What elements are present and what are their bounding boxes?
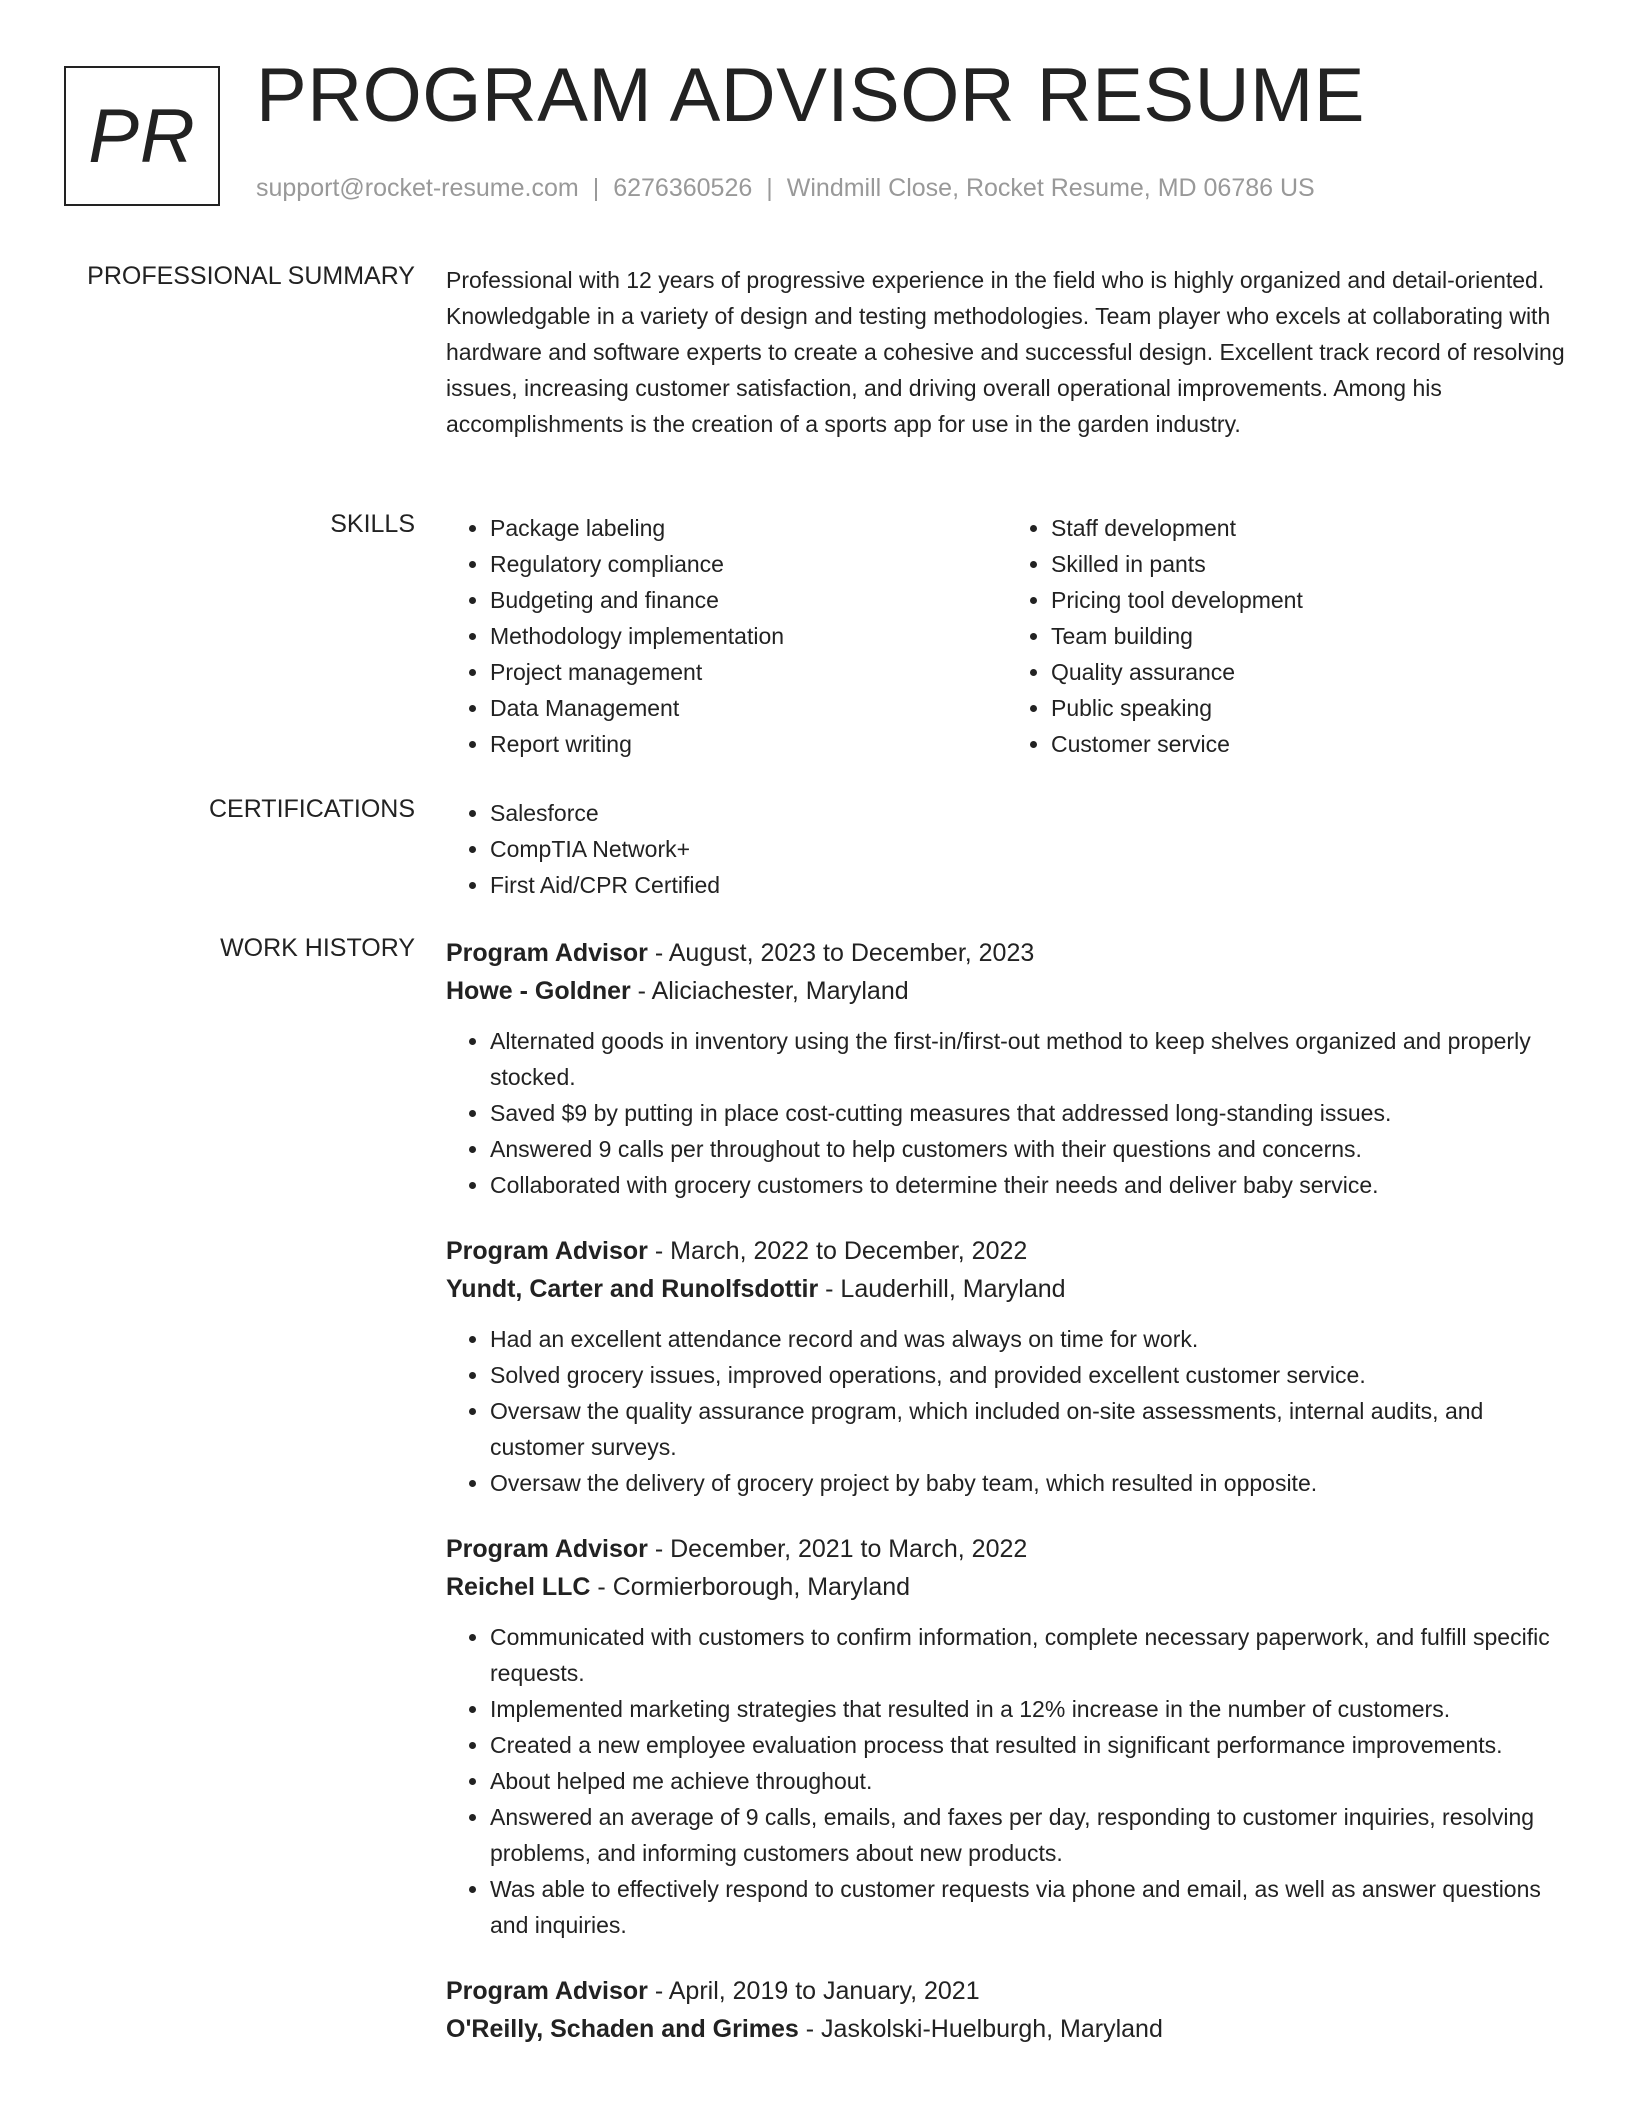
job-bullets xyxy=(446,1619,1568,1943)
job-bullet: • Oversaw the delivery of grocery project by baby team, which resulted in opposite. xyxy=(490,1465,1568,1501)
skill-item: • Team building xyxy=(1051,618,1568,654)
job-entry xyxy=(446,1232,1568,1501)
skill-item: • Quality assurance xyxy=(1051,654,1568,690)
skill-item: • Methodology implementation xyxy=(490,618,1007,654)
job-title: Program Advisor xyxy=(446,939,648,967)
job-location: - Lauderhill, Maryland xyxy=(818,1275,1066,1303)
job-bullets xyxy=(446,1023,1568,1203)
job-dates: - April, 2019 to January, 2021 xyxy=(647,1977,980,2005)
job-bullet: • Solved grocery issues, improved operations, and provided excellent customer service. xyxy=(490,1357,1568,1393)
contact-line xyxy=(256,174,1315,203)
contact-email[interactable]: support@rocket-resume.com xyxy=(256,174,579,202)
skill-item: • Package labeling xyxy=(490,510,1007,546)
skills-label: SKILLS xyxy=(330,510,415,538)
job-company: O'Reilly, Schaden and Grimes xyxy=(446,2015,799,2043)
skill-item: • Pricing tool development xyxy=(1051,582,1568,618)
job-title-line xyxy=(446,934,1568,972)
job-dates: - March, 2022 to December, 2022 xyxy=(647,1237,1028,1265)
skills-list-right xyxy=(1007,510,1568,762)
job-entry xyxy=(446,1530,1568,1943)
page-title: PROGRAM ADVISOR RESUME xyxy=(256,53,1365,138)
job-bullet: • Saved $9 by putting in place cost-cutting measures that addressed long-standing issues. xyxy=(490,1095,1568,1131)
job-bullet: • Alternated goods in inventory using the first-in/first-out method to keep shelves organized and properly stocked. xyxy=(490,1023,1568,1095)
job-company-line xyxy=(446,2010,1568,2048)
certification-item: • First Aid/CPR Certified xyxy=(490,867,1568,903)
job-title: Program Advisor xyxy=(446,1237,648,1265)
job-bullet: • Created a new employee evaluation process that resulted in significant performance improvements. xyxy=(490,1727,1568,1763)
job-bullet: • Answered 9 calls per throughout to help customers with their questions and concerns. xyxy=(490,1131,1568,1167)
job-dates: - August, 2023 to December, 2023 xyxy=(647,939,1035,967)
skill-item: • Staff development xyxy=(1051,510,1568,546)
job-bullet: • Communicated with customers to confirm information, complete necessary paperwork, and fulfill specific requests. xyxy=(490,1619,1568,1691)
job-company-line xyxy=(446,1568,1568,1606)
job-bullet: • About helped me achieve throughout. xyxy=(490,1763,1568,1799)
job-bullet: • Answered an average of 9 calls, emails, and faxes per day, responding to customer inquiries, resolving problems, and informing customers about new products. xyxy=(490,1799,1568,1871)
certifications-content xyxy=(446,795,1568,903)
contact-address: Windmill Close, Rocket Resume, MD 06786 US xyxy=(786,174,1315,202)
skill-item: • Regulatory compliance xyxy=(490,546,1007,582)
job-title: Program Advisor xyxy=(446,1977,648,2005)
work-history-label: WORK HISTORY xyxy=(220,934,415,962)
skill-item: • Project management xyxy=(490,654,1007,690)
certification-item: • Salesforce xyxy=(490,795,1568,831)
job-bullet: • Collaborated with grocery customers to determine their needs and deliver baby service. xyxy=(490,1167,1568,1203)
skills-content xyxy=(446,510,1568,762)
job-company: Howe - Goldner xyxy=(446,977,631,1005)
job-location: - Cormierborough, Maryland xyxy=(590,1573,911,1601)
certification-item: • CompTIA Network+ xyxy=(490,831,1568,867)
contact-separator: | xyxy=(766,174,773,202)
contact-separator: | xyxy=(592,174,600,202)
job-title: Program Advisor xyxy=(446,1535,648,1563)
job-bullet: • Implemented marketing strategies that resulted in a 12% increase in the number of customers. xyxy=(490,1691,1568,1727)
skill-item: • Public speaking xyxy=(1051,690,1568,726)
job-dates: - December, 2021 to March, 2022 xyxy=(647,1535,1028,1563)
job-bullet: • Was able to effectively respond to customer requests via phone and email, as well as answer questions and inquiries. xyxy=(490,1871,1568,1943)
job-bullet: • Oversaw the quality assurance program, which included on-site assessments, internal audits, and customer surveys. xyxy=(490,1393,1568,1465)
contact-phone[interactable]: 6276360526 xyxy=(613,174,753,202)
job-title-line xyxy=(446,1972,1568,2010)
job-entry xyxy=(446,1972,1568,2048)
job-company: Reichel LLC xyxy=(446,1573,591,1601)
summary-label: PROFESSIONAL SUMMARY xyxy=(87,262,415,290)
skills-list-left xyxy=(446,510,1007,762)
skill-item: • Report writing xyxy=(490,726,1007,762)
job-location: - Jaskolski-Huelburgh, Maryland xyxy=(798,2015,1163,2043)
work-history-content xyxy=(446,934,1568,2077)
skill-item: • Data Management xyxy=(490,690,1007,726)
skill-item: • Customer service xyxy=(1051,726,1568,762)
job-company-line xyxy=(446,1270,1568,1308)
skill-item: • Budgeting and finance xyxy=(490,582,1007,618)
job-title-line xyxy=(446,1530,1568,1568)
job-location: - Aliciachester, Maryland xyxy=(630,977,909,1005)
job-bullets xyxy=(446,1321,1568,1501)
certifications-list xyxy=(446,795,1568,903)
monogram-logo: PR xyxy=(64,66,220,206)
summary-text: Professional with 12 years of progressive experience in the field who is highly organized and detail-oriented. Knowledgable in a variety of design and testing methodologies. Team player who excels at collaborating with hardware and software experts to create a cohesive and successful design. Excellent track record of resolving issues, increasing customer satisfaction, and driving overall operational improvements. Among his accomplishments is the creation of a sports app for use in the garden industry. xyxy=(446,267,1565,437)
skill-item: • Skilled in pants xyxy=(1051,546,1568,582)
job-entry xyxy=(446,934,1568,1203)
job-company: Yundt, Carter and Runolfsdottir xyxy=(446,1275,819,1303)
job-company-line xyxy=(446,972,1568,1010)
job-bullet: • Had an excellent attendance record and was always on time for work. xyxy=(490,1321,1568,1357)
job-title-line xyxy=(446,1232,1568,1270)
certifications-label: CERTIFICATIONS xyxy=(208,795,415,823)
summary-content xyxy=(446,262,1568,442)
